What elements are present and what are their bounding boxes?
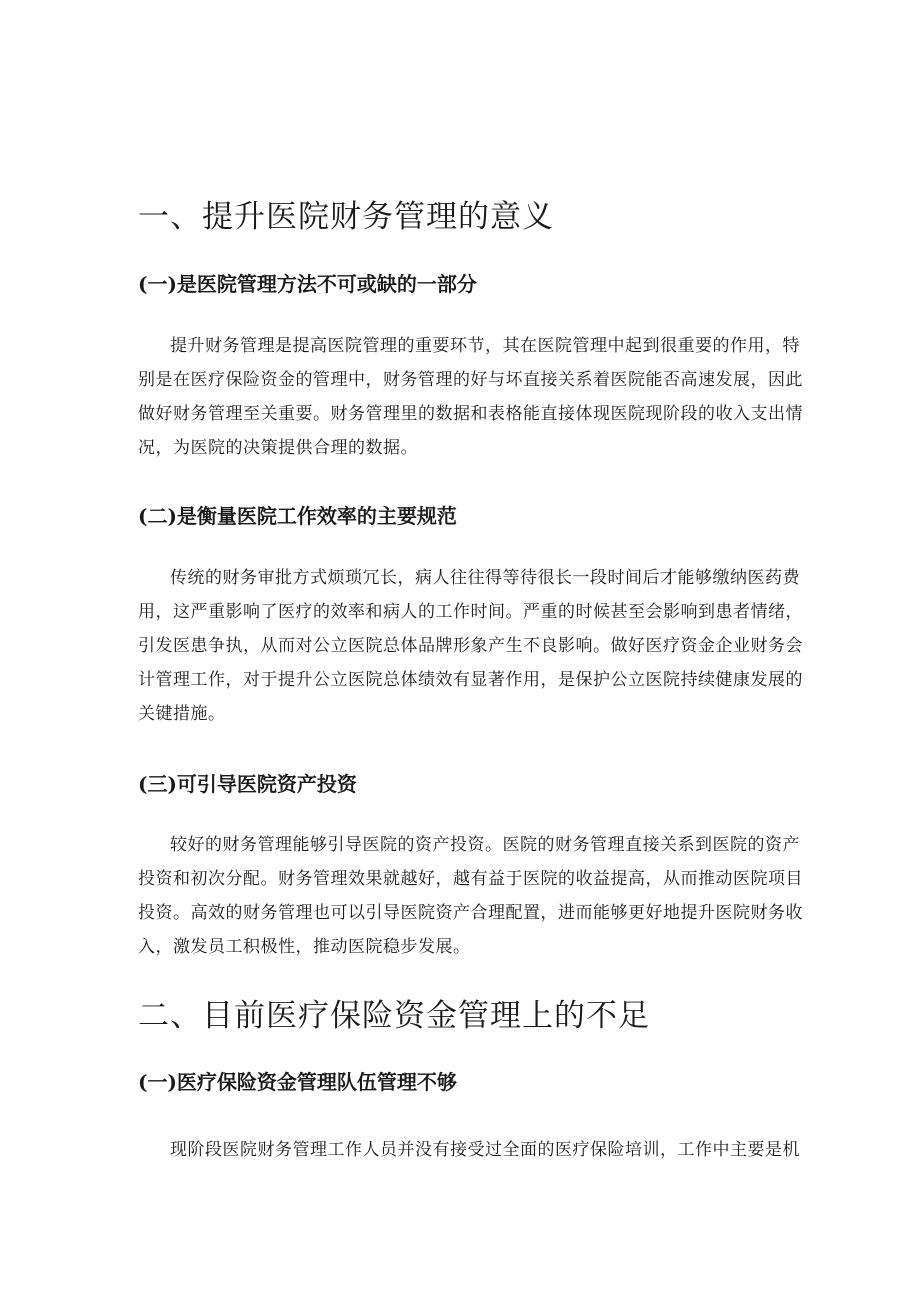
paragraph-line: 别是在医疗保险资金的管理中，财务管理的好与坏直接关系着医院能否高速发展，因此 [138,370,803,390]
paragraph-line: 投资和初次分配。财务管理效果就越好，越有益于医院的收益提高，从而推动医院项目 [138,869,803,889]
paragraph-line: 况，为医院的决策提供合理的数据。 [138,438,418,458]
paragraph-line: 计管理工作，对于提升公立医院总体绩效有显著作用，是保护公立医院持续健康发展的 [138,670,803,690]
paragraph-1-1 [138,329,803,465]
paragraph-line: 投资。高效的财务管理也可以引导医院资产合理配置，进而能够更好地提升医院财务收 [138,903,803,923]
section-1-heading: 一、提升医院财务管理的意义 [138,199,554,235]
subsection-1-1-heading: (一)是医院管理方法不可或缺的一部分 [138,272,477,296]
paragraph-1-3 [138,828,803,964]
paragraph-line: 做好财务管理至关重要。财务管理里的数据和表格能直接体现医院现阶段的收入支出情 [138,404,803,424]
paragraph-line: 入，激发员工积极性，推动医院稳步发展。 [138,937,471,957]
paragraph-line: 用，这严重影响了医疗的效率和病人的工作时间。严重的时候甚至会影响到患者情绪， [138,602,803,622]
subsection-1-3-heading: (三)可引导医院资产投资 [138,772,357,796]
paragraph-line: 提升财务管理是提高医院管理的重要环节，其在医院管理中起到很重要的作用，特 [170,336,800,356]
paragraph-2-1 [138,1133,800,1167]
section-2-heading: 二、目前医疗保险资金管理上的不足 [138,998,650,1034]
paragraph-line: 传统的财务审批方式烦琐冗长，病人往往得等待很长一段时间后才能够缴纳医药费 [170,568,800,588]
paragraph-line: 引发医患争执，从而对公立医院总体品牌形象产生不良影响。做好医疗资金企业财务会 [138,636,803,656]
subsection-1-2-heading: (二)是衡量医院工作效率的主要规范 [138,504,457,528]
paragraph-line: 关键措施。 [138,704,226,724]
paragraph-1-2 [138,561,803,731]
subsection-2-1-heading: (一)医疗保险资金管理队伍管理不够 [138,1070,457,1094]
paragraph-line: 现阶段医院财务管理工作人员并没有接受过全面的医疗保险培训，工作中主要是机 [170,1140,800,1160]
paragraph-line: 较好的财务管理能够引导医院的资产投资。医院的财务管理直接关系到医院的资产 [170,835,800,855]
